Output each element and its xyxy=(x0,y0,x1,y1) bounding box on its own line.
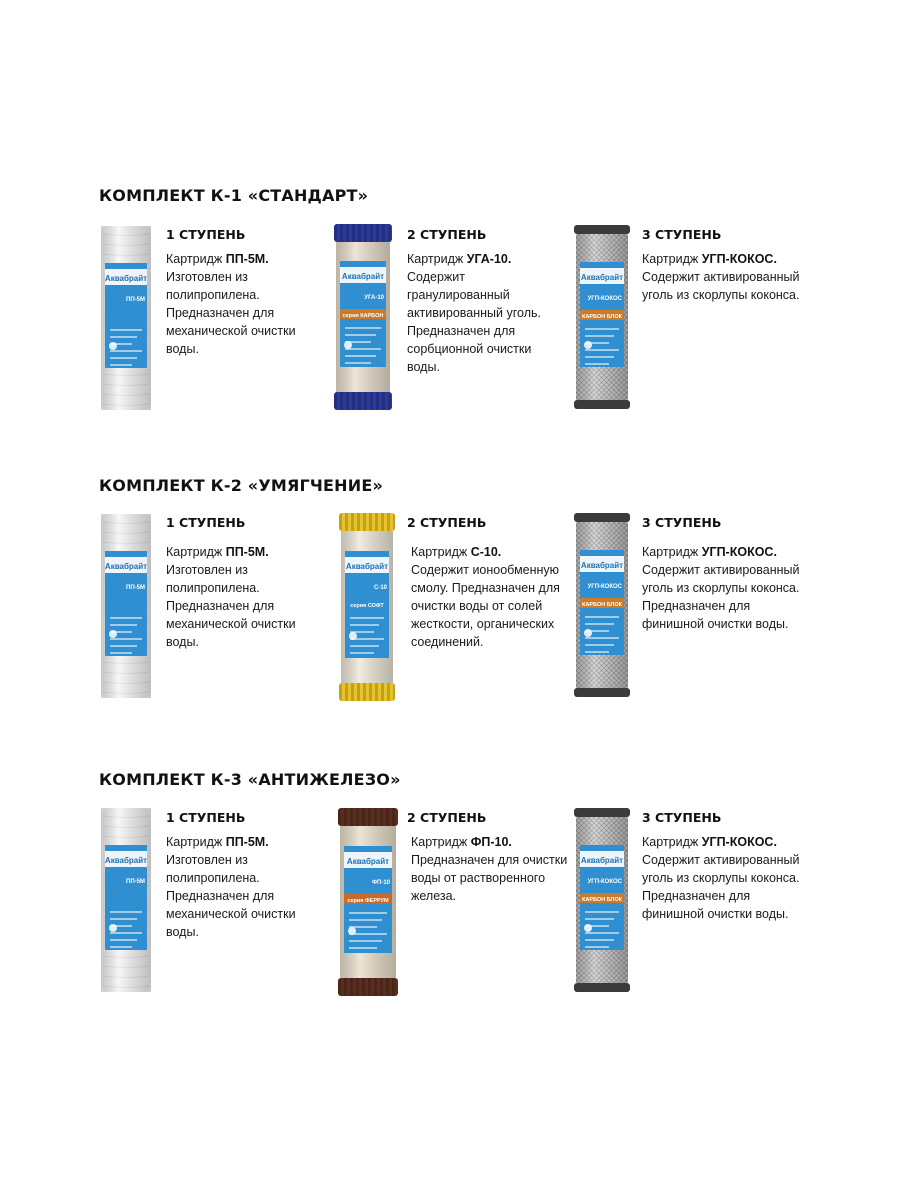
cartridge-model: УГП-КОКОС. xyxy=(701,252,777,266)
stage-description: Картридж УГА-10. Содержит гранулированный активированный уголь. Предназначен для сорбционной очистки воды. xyxy=(407,252,541,374)
brand-logo-text: Аквабрайт xyxy=(580,561,624,570)
stage-heading: 3 СТУПЕНЬ xyxy=(642,810,722,825)
cartridge-cap-bottom xyxy=(339,683,395,701)
svg-text:УГП-КОКОС: УГП-КОКОС xyxy=(587,879,622,885)
cartridge-image-ugp-kokos xyxy=(574,513,630,697)
water-drop-icon xyxy=(348,927,356,935)
stage-description: Картридж С-10. Содержит ионообменную смолу. Предназначен для очистки воды от солей жесткости, органических соединений. xyxy=(411,545,560,649)
cartridge-cap-bottom xyxy=(574,688,630,697)
stage-heading: 1 СТУПЕНЬ xyxy=(166,515,246,530)
cartridge-model: С-10. xyxy=(470,545,502,559)
brand-logo-text: Аквабрайт xyxy=(104,274,148,283)
stage-heading: 3 СТУПЕНЬ xyxy=(642,515,722,530)
water-drop-icon xyxy=(349,632,357,640)
stage-description: Картридж УГП-КОКОС. Содержит активированный уголь из скорлупы коконса. Предназначен для финишной очистки воды. xyxy=(642,835,800,921)
cartridge-model: УГП-КОКОС. xyxy=(701,835,777,849)
cartridge-image-uga10 xyxy=(334,224,392,410)
water-drop-icon xyxy=(109,342,117,350)
cartridge-image-pp5m xyxy=(99,514,153,698)
kit-title: КОМПЛЕКТ К-2 «УМЯГЧЕНИЕ» xyxy=(99,476,384,495)
cartridge-cap-top xyxy=(574,513,630,522)
water-drop-icon xyxy=(584,924,592,932)
stage-description: Картридж УГП-КОКОС. Содержит активированный уголь из скорлупы коконса. xyxy=(642,252,800,302)
cartridge-cap-top xyxy=(334,224,392,242)
stage-description: Картридж ПП-5М. Изготовлен из полипропилена. Предназначен для механической очистки воды. xyxy=(166,835,296,939)
svg-text:УГП-КОКОС: УГП-КОКОС xyxy=(587,584,622,590)
stage-heading: 2 СТУПЕНЬ xyxy=(407,227,487,242)
svg-text:ФП-10: ФП-10 xyxy=(371,880,390,886)
svg-text:ПП-5М: ПП-5М xyxy=(126,297,145,303)
cartridge-image-pp5m xyxy=(99,808,153,992)
stage-heading: 1 СТУПЕНЬ xyxy=(166,227,246,242)
water-drop-icon xyxy=(344,341,352,349)
cartridge-image-c10 xyxy=(339,513,395,701)
cartridge-model: ФП-10. xyxy=(470,835,512,849)
cartridge-cap-top xyxy=(338,808,398,826)
svg-text:КАРБОН БЛОК: КАРБОН БЛОК xyxy=(581,897,623,903)
brand-logo-text: Аквабрайт xyxy=(580,856,624,865)
svg-text:ПП-5М: ПП-5М xyxy=(126,585,145,591)
stage-heading: 2 СТУПЕНЬ xyxy=(407,810,487,825)
cartridge-image-ugp-kokos xyxy=(574,808,630,992)
cartridge-cap-top xyxy=(574,808,630,817)
cartridge-model: ПП-5М. xyxy=(225,835,269,849)
cartridge-image-ugp-kokos xyxy=(574,225,630,409)
svg-text:УГП-КОКОС: УГП-КОКОС xyxy=(587,296,622,302)
cartridge-model: УГА-10. xyxy=(466,252,512,266)
svg-text:КАРБОН БЛОК: КАРБОН БЛОК xyxy=(581,602,623,608)
cartridge-cap-top xyxy=(574,225,630,234)
water-drop-icon xyxy=(584,629,592,637)
cartridge-model: ПП-5М. xyxy=(225,545,269,559)
svg-text:серия СОФТ: серия СОФТ xyxy=(350,603,384,609)
stage-heading: 3 СТУПЕНЬ xyxy=(642,227,722,242)
svg-text:ПП-5М: ПП-5М xyxy=(126,879,145,885)
stage-heading: 1 СТУПЕНЬ xyxy=(166,810,246,825)
stage-heading: 2 СТУПЕНЬ xyxy=(407,515,487,530)
water-drop-icon xyxy=(109,630,117,638)
brand-logo-text: Аквабрайт xyxy=(346,857,390,866)
brand-logo-text: Аквабрайт xyxy=(580,273,624,282)
cartridge-image-pp5m xyxy=(99,226,153,410)
svg-text:КАРБОН БЛОК: КАРБОН БЛОК xyxy=(581,314,623,320)
cartridge-cap-bottom xyxy=(334,392,392,410)
stage-description: Картридж ПП-5М. Изготовлен из полипропилена. Предназначен для механической очистки воды. xyxy=(166,252,296,356)
brand-logo-text: Аквабрайт xyxy=(341,272,385,281)
svg-text:серия ФЕРРУМ: серия ФЕРРУМ xyxy=(347,898,389,904)
stage-description: Картридж ПП-5М. Изготовлен из полипропилена. Предназначен для механической очистки воды. xyxy=(166,545,296,649)
kit-title: КОМПЛЕКТ К-1 «СТАНДАРТ» xyxy=(99,186,369,205)
cartridge-cap-top xyxy=(339,513,395,531)
cartridge-cap-bottom xyxy=(574,400,630,409)
svg-text:С-10: С-10 xyxy=(373,585,387,591)
stage-description: Картридж ФП-10. Предназначен для очистки воды от растворенного железа. xyxy=(411,835,568,903)
cartridge-model: ПП-5М. xyxy=(225,252,269,266)
water-drop-icon xyxy=(584,341,592,349)
brand-logo-text: Аквабрайт xyxy=(104,856,148,865)
svg-text:УГА-10: УГА-10 xyxy=(364,295,384,301)
water-drop-icon xyxy=(109,924,117,932)
cartridge-image-fp10 xyxy=(338,808,398,996)
cartridge-cap-bottom xyxy=(574,983,630,992)
brand-logo-text: Аквабрайт xyxy=(345,562,389,571)
cartridge-model: УГП-КОКОС. xyxy=(701,545,777,559)
cartridge-cap-bottom xyxy=(338,978,398,996)
brand-logo-text: Аквабрайт xyxy=(104,562,148,571)
kit-title: КОМПЛЕКТ К-3 «АНТИЖЕЛЕЗО» xyxy=(99,770,401,789)
stage-description: Картридж УГП-КОКОС. Содержит активированный уголь из скорлупы коконса. Предназначен для финишной очистки воды. xyxy=(642,545,800,631)
svg-text:серия КАРБОН: серия КАРБОН xyxy=(342,313,384,319)
